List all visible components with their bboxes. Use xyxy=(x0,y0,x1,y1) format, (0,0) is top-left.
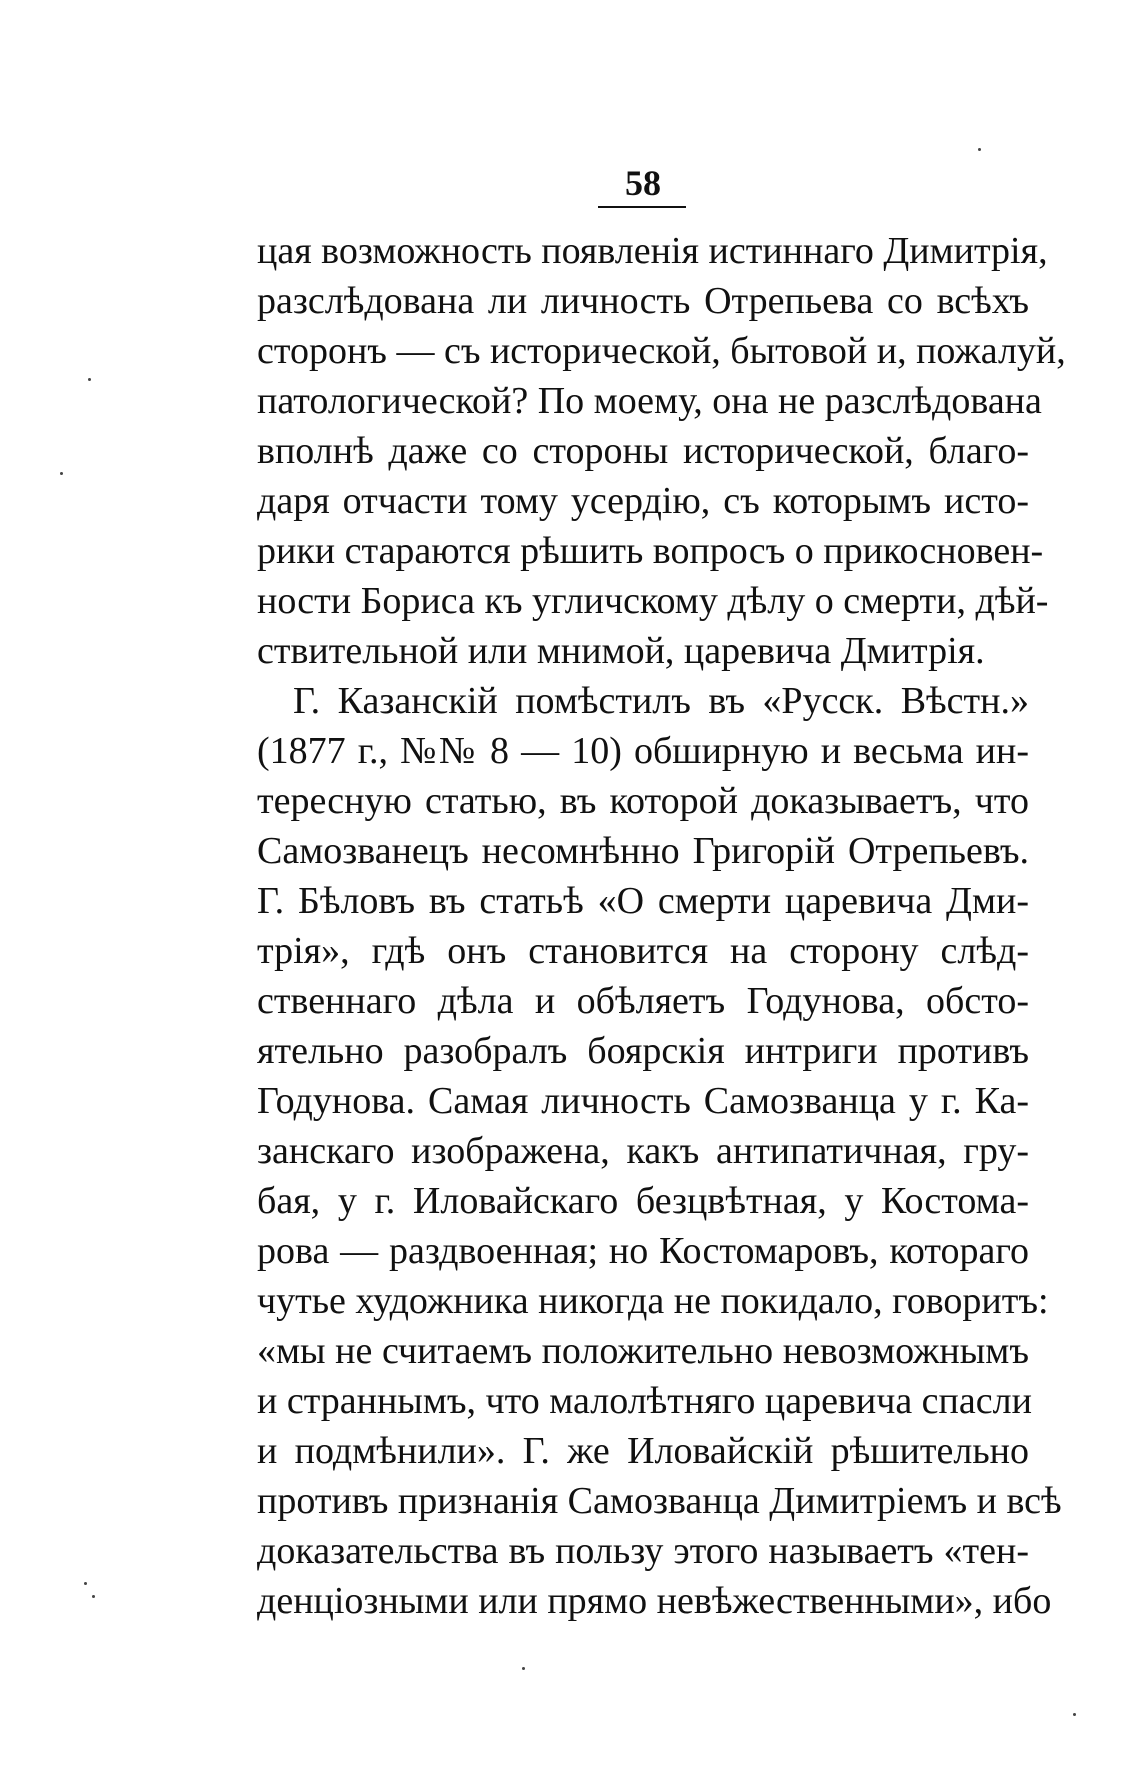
text-line: бая, у г. Иловайскаго безцвѣтная, у Костома- xyxy=(257,1180,1029,1222)
text-line: тересную статью, въ которой доказываетъ, что xyxy=(257,780,1029,822)
text-line: цая возможность появленія истиннаго Димитрія, xyxy=(257,230,1048,272)
scan-speck xyxy=(978,148,981,151)
text-line: Самозванецъ несомнѣнно Григорій Отрепьевъ. xyxy=(257,830,1029,872)
text-line: ятельно разобралъ боярскія интриги противъ xyxy=(257,1030,1029,1072)
page-number: 58 xyxy=(625,163,661,203)
text-line: сторонъ — съ исторической, бытовой и, пожалуй, xyxy=(257,330,1066,372)
text-line: разслѣдована ли личность Отрепьева со всѣхъ xyxy=(257,280,1029,322)
text-line: Годунова. Самая личность Самозванца у г. Ка- xyxy=(257,1080,1029,1122)
body-text xyxy=(257,226,1066,1626)
text-line: рики стараются рѣшить вопросъ о прикосновен- xyxy=(257,530,1044,572)
paragraph-2 xyxy=(257,676,1062,1626)
text-line: «мы не считаемъ положительно невозможнымъ xyxy=(257,1330,1029,1372)
text-line: ственнаго дѣла и обѣляетъ Годунова, обсто- xyxy=(257,980,1029,1022)
text-line: Г. Бѣловъ въ статьѣ «О смерти царевича Дми- xyxy=(257,880,1029,922)
text-line: вполнѣ даже со стороны исторической, благо- xyxy=(257,430,1029,472)
text-line: противъ признанія Самозванца Димитріемъ и всѣ xyxy=(257,1480,1062,1522)
text-line: денціозными или прямо невѣжественными», ибо xyxy=(257,1580,1052,1622)
paragraph-1 xyxy=(257,226,1066,676)
scan-speck xyxy=(84,1582,87,1585)
text-line: чутье художника никогда не покидало, говоритъ: xyxy=(257,1280,1049,1322)
scan-speck xyxy=(1073,1713,1076,1716)
text-line: занскаго изображена, какъ антипатичная, гру- xyxy=(257,1130,1029,1172)
scan-speck xyxy=(522,1667,525,1670)
text-line: (1877 г., №№ 8 — 10) обширную и весьма ин- xyxy=(257,730,1029,772)
scan-speck xyxy=(92,1595,95,1598)
text-line: Г. Казанскій помѣстилъ въ «Русск. Вѣстн.» xyxy=(293,680,1029,722)
scan-speck xyxy=(60,472,63,475)
header-rule xyxy=(598,206,686,208)
text-line: патологической? По моему, она не разслѣдована xyxy=(257,380,1042,422)
text-line: трія», гдѣ онъ становится на сторону слѣд- xyxy=(257,930,1029,972)
text-line: доказательства въ пользу этого называетъ «тен- xyxy=(257,1530,1029,1572)
text-line: и страннымъ, что малолѣтняго царевича спасли xyxy=(257,1380,1032,1422)
scan-speck xyxy=(88,378,91,381)
text-line: ности Бориса къ угличскому дѣлу о смерти, дѣй- xyxy=(257,580,1049,622)
text-line: ствительной или мнимой, царевича Дмитрія. xyxy=(257,630,985,672)
text-line: рова — раздвоенная; но Костомаровъ, котораго xyxy=(257,1230,1029,1272)
text-line: даря отчасти тому усердію, съ которымъ исто- xyxy=(257,480,1029,522)
text-line: и подмѣнили». Г. же Иловайскій рѣшительно xyxy=(257,1430,1029,1472)
